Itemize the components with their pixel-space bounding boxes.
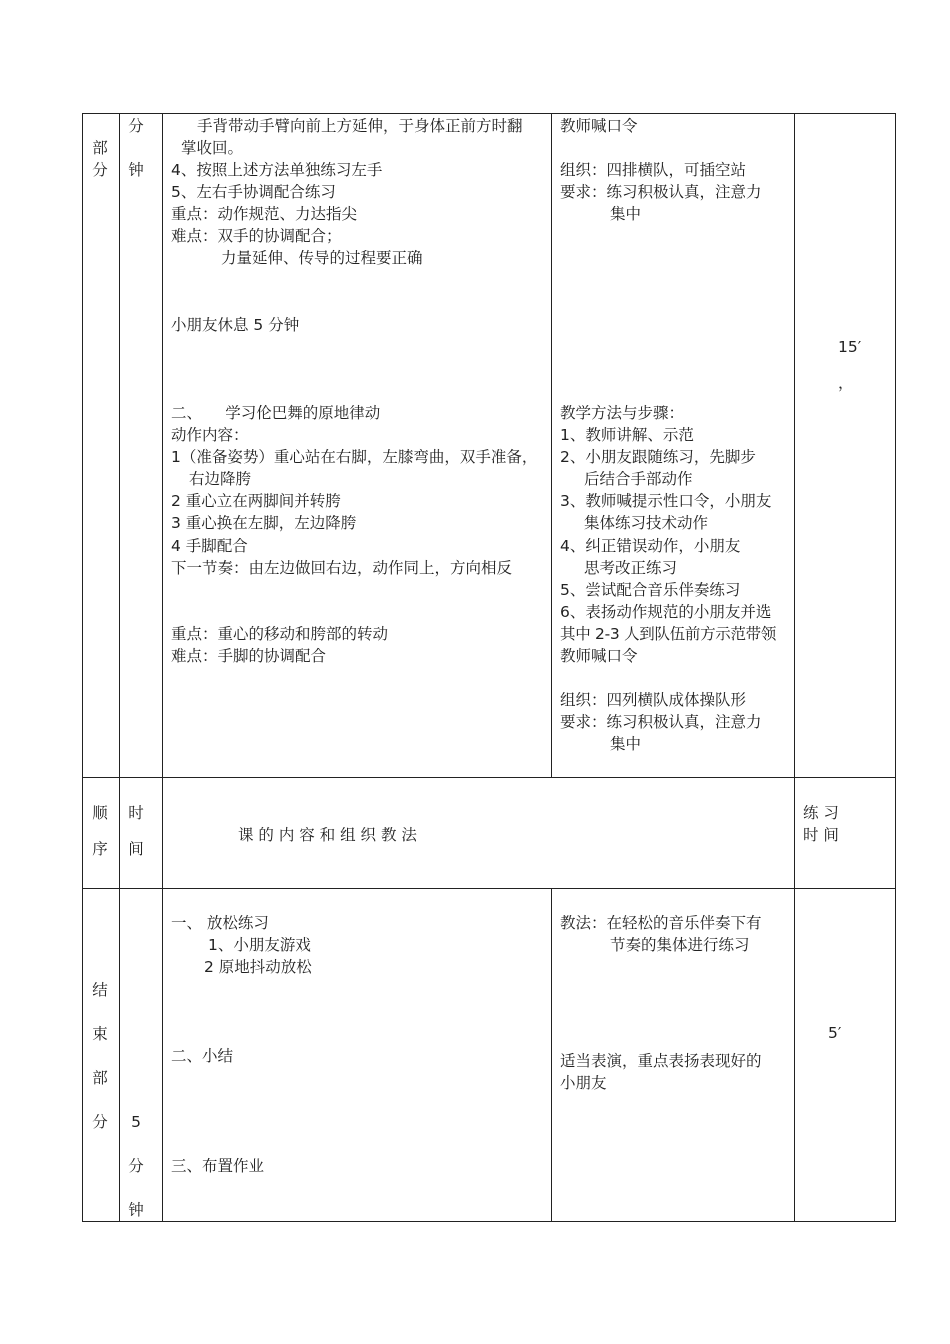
content-line: 2 重心立在两脚间并转胯 — [171, 492, 341, 510]
end-time-char: 5 — [131, 1113, 141, 1131]
method-line: 节奏的集体进行练习 — [610, 936, 750, 954]
practice-time-mark: ， — [838, 374, 854, 392]
row-divider-header-top — [82, 777, 896, 778]
header-time-label — [124, 802, 148, 860]
method-line: 1、教师讲解、示范 — [560, 426, 694, 444]
end-time-char: 钟 — [128, 1201, 144, 1219]
header-order-label — [88, 802, 112, 860]
content-line: 5、左右手协调配合练习 — [171, 183, 336, 201]
order-char: 分 — [92, 161, 108, 179]
section-heading: 二、 学习伦巴舞的原地律动 — [171, 404, 381, 422]
content-line: 1、小朋友游戏 — [208, 936, 311, 954]
content-line: 右边降胯 — [189, 470, 252, 488]
header-practice-title: 练 习 — [803, 804, 839, 822]
difficulty-line: 难点：手脚的协调配合 — [171, 647, 327, 665]
method-line: 教学方法与步骤： — [560, 404, 685, 422]
row-divider-header-bottom — [82, 888, 896, 889]
method-line: 6、表扬动作规范的小朋友并选 — [560, 603, 772, 621]
end-order-char: 结 — [92, 981, 108, 999]
top-time-label — [124, 115, 148, 181]
header-practice-title: 时 间 — [803, 826, 839, 844]
method-line: 集体练习技术动作 — [584, 514, 709, 532]
column-divider-practice — [794, 113, 795, 1222]
rest-line: 小朋友休息 5 分钟 — [171, 316, 300, 334]
method-line: 集中 — [610, 735, 642, 753]
time-char: 分 — [128, 117, 144, 135]
method-line: 教师喊口令 — [560, 117, 638, 135]
order-char: 部 — [92, 139, 108, 157]
end-order-char: 束 — [92, 1025, 108, 1043]
end-order-label — [88, 979, 112, 1133]
end-order-char: 部 — [92, 1069, 108, 1087]
top-order-label — [88, 137, 112, 181]
method-line: 组织：四列横队成体操队形 — [560, 691, 747, 709]
practice-time-value: 15′ — [838, 338, 862, 356]
end-time-char: 分 — [128, 1157, 144, 1175]
content-line: 3 重心换在左脚，左边降胯 — [171, 514, 357, 532]
method-line: 教师喊口令 — [560, 647, 638, 665]
column-divider-method-bottom — [551, 889, 552, 1222]
header-content-title: 课 的 内 容 和 组 织 教 法 — [238, 826, 417, 844]
key-point-line: 重点：动作规范、力达指尖 — [171, 205, 358, 223]
column-divider-order — [119, 113, 120, 1222]
content-line: 2 原地抖动放松 — [204, 958, 312, 976]
content-line: 下一节奏：由左边做回右边，动作同上，方向相反 — [171, 559, 513, 577]
method-line: 后结合手部动作 — [584, 470, 693, 488]
method-line: 2、小朋友跟随练习，先脚步 — [560, 448, 756, 466]
content-line: 动作内容： — [171, 426, 249, 444]
end-practice-time-value: 5′ — [828, 1024, 842, 1042]
content-line: 手背带动手臂向前上方延伸，于身体正前方时翻 — [197, 117, 523, 135]
method-line: 3、教师喊提示性口令，小朋友 — [560, 492, 772, 510]
time-char: 钟 — [128, 161, 144, 179]
method-line: 4、纠正错误动作，小朋友 — [560, 537, 741, 555]
header-order-char: 顺 — [92, 804, 108, 822]
method-line: 要求：练习积极认真，注意力 — [560, 713, 762, 731]
content-line: 4 手脚配合 — [171, 537, 248, 555]
method-line: 适当表演，重点表扬表现好的 — [560, 1052, 762, 1070]
content-line: 4、按照上述方法单独练习左手 — [171, 161, 383, 179]
column-divider-method-top — [551, 113, 552, 778]
method-line: 教法：在轻松的音乐伴奏下有 — [560, 914, 762, 932]
content-line: 1（准备姿势）重心站在右脚，左膝弯曲，双手准备， — [171, 448, 538, 466]
method-line: 其中 2-3 人到队伍前方示范带领 — [560, 625, 777, 643]
section-heading: 三、布置作业 — [171, 1157, 265, 1175]
method-line: 组织：四排横队，可插空站 — [560, 161, 747, 179]
difficulty-line: 难点：双手的协调配合； — [171, 227, 342, 245]
method-line: 要求：练习积极认真，注意力 — [560, 183, 762, 201]
method-line: 5、尝试配合音乐伴奏练习 — [560, 581, 741, 599]
header-order-char: 序 — [92, 840, 108, 858]
header-time-char: 时 — [128, 804, 144, 822]
end-time-label — [124, 1111, 148, 1221]
method-line: 思考改正练习 — [584, 559, 678, 577]
section-heading: 二、小结 — [171, 1047, 234, 1065]
key-point-line: 重点：重心的移动和胯部的转动 — [171, 625, 389, 643]
column-divider-time — [162, 113, 163, 1222]
method-line: 集中 — [610, 205, 642, 223]
section-heading: 一、 放松练习 — [171, 914, 269, 932]
end-order-char: 分 — [92, 1113, 108, 1131]
header-time-char: 间 — [128, 840, 144, 858]
difficulty-line: 力量延伸、传导的过程要正确 — [221, 249, 423, 267]
content-line: 掌收回。 — [181, 139, 244, 157]
method-line: 小朋友 — [560, 1074, 607, 1092]
